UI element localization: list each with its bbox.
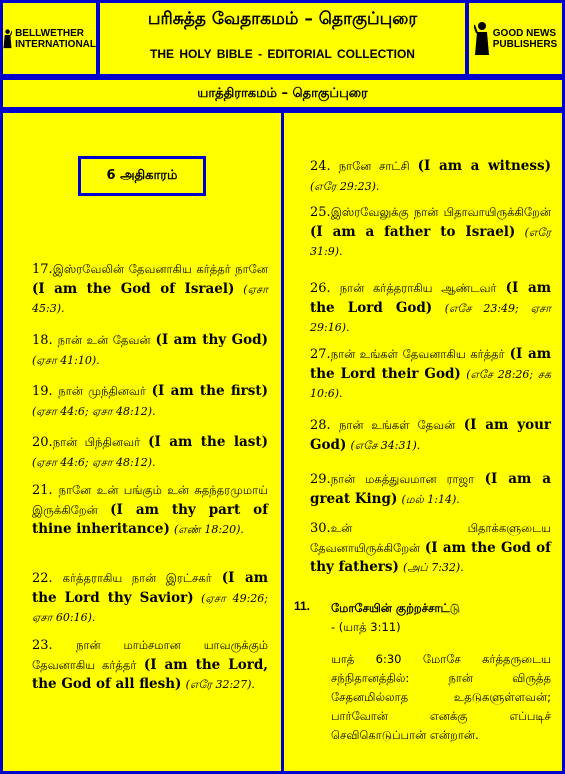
preacher-icon [3, 21, 12, 57]
entry-17: 17.இஸ்ரவேலின் தேவனாகிய கர்த்தர் நானே (I am the God of Israel) (ஏசா 45:3). [32, 262, 268, 315]
entry-30: 30.உன் பிதாக்களுடைய தேவனாயிருக்கிறேன் (I am the God of thy fathers) (அப் 7:32). [310, 521, 551, 575]
entry-20: 20.நான் பிந்தினவர் (I am the last) (ஏசா 44:6; ஏசா 48:12). [32, 434, 268, 469]
entry-25: 25.இஸ்ரவேலுக்கு நான் பிதாவாயிருக்கிறேன் (I am a father to Israel) (எரே 31:9). [310, 205, 551, 258]
entry-24: 24. நானே சாட்சி (I am a witness) (எரே 29:23). [310, 158, 551, 193]
book-subheader: யாத்திராகமம் – தொகுப்புரை [0, 77, 565, 110]
entry-18: 18. நான் உன் தேவன் (I am thy God) (ஏசா 41:10). [32, 332, 268, 367]
section-heading [331, 599, 551, 637]
section-ref: - (யாத் 3:11) [331, 620, 401, 634]
chapter-label: 6 அதிகாரம் [78, 156, 206, 196]
logo-right-line1: GOOD NEWS [492, 27, 557, 39]
entry-27: 27.நான் உங்கள் தேவனாகிய கர்த்தர் (I am the Lord their God) (எசே 28:26; சக 10:6). [310, 346, 551, 400]
header-title-box [97, 0, 468, 77]
publisher-logo-right [466, 0, 565, 77]
entry-22: 22. கர்த்தராகிய நான் இரட்சகர் (I am the Lord thy Savior) (ஏசா 49:26; ஏசா 60:16). [32, 570, 268, 624]
title-tamil: பரிசுத்த வேதாகமம் – தொகுப்புரை [147, 9, 418, 29]
logo-right-line2: PUBLISHERS [492, 38, 558, 50]
entry-28: 28. நான் உங்கள் தேவன் (I am your God) (எசே 34:31). [310, 417, 551, 453]
publisher-logo-left [0, 0, 99, 77]
entry-21: 21. நானே உன் பங்கும் உன் சுதந்தரமுமாய் இருக்கிறேன் (I am thy part of thine inheritance) (எண் 18:20). [32, 483, 268, 537]
title-english: THE HOLY BIBLE - EDITORIAL COLLECTION [150, 47, 415, 61]
section-title: மோசேயின் குற்றச்சாட்டு [331, 601, 460, 615]
preacher-icon [474, 21, 490, 57]
section-number: 11. [294, 599, 311, 613]
entry-26: 26. நான் கர்த்தராகிய ஆண்டவர் (I am the Lord God) (எசே 23:49; ஏசா 29:16). [310, 280, 552, 334]
logo-left-line2: INTERNATIONAL [15, 38, 96, 50]
section-body: யாத் 6:30 மோசே கர்த்தருடைய சந்நிதானத்தில்: நான் விருத்த சேதனமில்லாத உதடுகளுள்ளவன்; பார்வோன் எனக்கு எப்படிச் செவிகொடுப்பான் என்றான். [331, 652, 551, 742]
entry-19: 19. நான் முந்தினவர் (I am the first) (ஏசா 44:6; ஏசா 48:12). [32, 383, 268, 418]
logo-left-line1: BELLWETHER [15, 27, 84, 39]
entry-23: 23. நான் மாம்சமான யாவருக்கும் தேவனாகிய கர்த்தர் (I am the Lord, the God of all flesh) (எரே 32:27). [32, 638, 268, 692]
entry-29: 29.நான் மகத்துவமான ராஜா (I am a great King) (மல் 1:14). [310, 471, 551, 507]
